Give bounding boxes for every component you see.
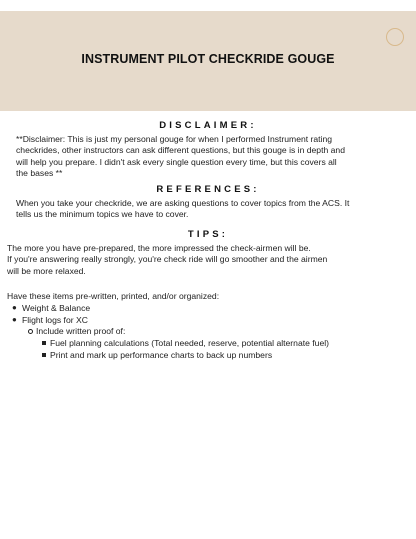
disclaimer-line: the bases ** (16, 167, 63, 178)
tips-intro: Have these items pre-written, printed, and/or organized: (7, 291, 220, 301)
tips-line: will be more relaxed. (7, 265, 86, 276)
square-bullet-icon (42, 353, 46, 357)
hollow-bullet-icon (28, 329, 33, 334)
disclaimer-line: will help you prepare. I didn't ask every single question every time, but this covers all (16, 156, 337, 167)
list-item: Weight & Balance (22, 303, 91, 313)
tips-text (7, 243, 407, 277)
disclaimer-line: checkrides, other instructors can ask different questions, but this gouge is in depth and (16, 145, 345, 156)
list-item: Flight logs for XC (22, 315, 88, 325)
references-heading: REFERENCES: (156, 184, 260, 195)
references-text (16, 198, 406, 221)
sub-sub-list-item: Print and mark up performance charts to back up numbers (50, 350, 273, 360)
page-title: INSTRUMENT PILOT CHECKRIDE GOUGE (81, 52, 335, 66)
sub-sub-list-item: Fuel planning calculations (Total needed, reserve, potential alternate fuel) (50, 338, 329, 348)
disclaimer-text (16, 134, 406, 179)
disclaimer-line: **Disclaimer: This is just my personal gouge for when I performed Instrument rating (16, 134, 333, 144)
logo-icon (386, 28, 404, 46)
tips-heading: TIPS: (187, 229, 229, 240)
square-bullet-icon (42, 341, 46, 345)
disclaimer-heading: DISCLAIMER: (159, 120, 257, 131)
sub-list-item: Include written proof of: (36, 326, 126, 336)
bullet-icon: ● (12, 303, 17, 312)
references-line: tells us the minimum topics we have to cover. (16, 209, 189, 220)
references-line: When you take your checkride, we are asking questions to cover topics from the ACS. It (16, 198, 350, 208)
tips-line: The more you have pre-prepared, the more impressed the check-airmen will be. (7, 243, 311, 253)
tips-line: If you're answering really strongly, you're check ride will go smoother and the airmen (7, 254, 328, 265)
bullet-icon: ● (12, 315, 17, 324)
